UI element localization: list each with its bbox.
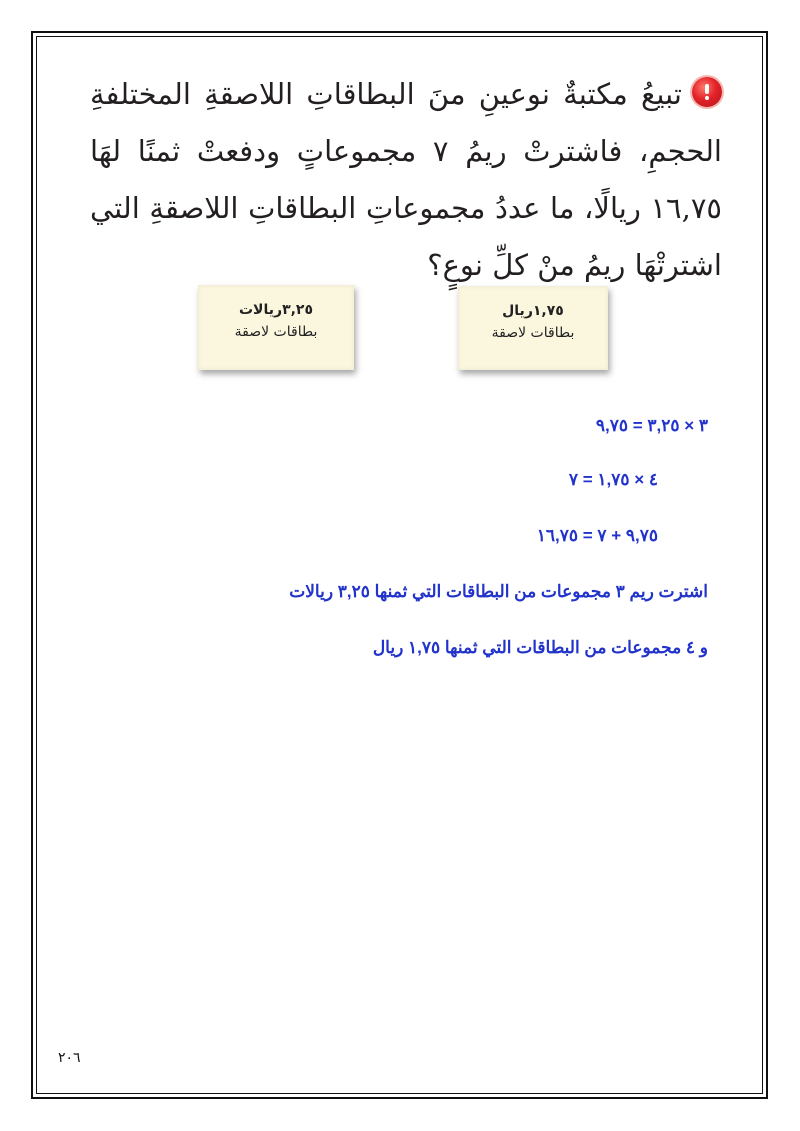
- alert-icon: [692, 77, 722, 107]
- answer-sentence-2: و ٤ مجموعات من البطاقات التي ثمنها ١,٧٥ ريال: [372, 638, 708, 657]
- sticker-card-cheap: [458, 286, 608, 370]
- page-number: ٢٠٦: [58, 1050, 81, 1066]
- sticker-card-expensive: [198, 285, 354, 370]
- answer-equation-3: ٩,٧٥ + ٧ = ١٦,٧٥: [536, 526, 658, 545]
- question-text: تبيعُ مكتبةٌ نوعينِ منَ البطاقاتِ اللاصقةِ المختلفةِ الحجمِ، فاشترتْ ريمُ ٧ مجموعاتٍ ودفعتْ ثمنًا لهَا ١٦,٧٥ ريالًا، ما عددُ مجموعاتِ البطاقاتِ اللاصقةِ التي اشترتْهَا ريمُ منْ كلِّ نوعٍ؟: [90, 77, 722, 282]
- answer-equation-2: ٤ × ١,٧٥ = ٧: [568, 470, 658, 489]
- question-block: [90, 66, 722, 294]
- card-price: ٣,٢٥ريالات: [238, 302, 314, 318]
- card-label: بطاقات لاصقة: [491, 325, 575, 341]
- card-label: بطاقات لاصقة: [234, 324, 318, 340]
- answer-equation-1: ٣ × ٣,٢٥ = ٩,٧٥: [595, 416, 708, 435]
- card-price: ١,٧٥ريال: [502, 303, 564, 319]
- answer-sentence-1: اشترت ريم ٣ مجموعات من البطاقات التي ثمنها ٣,٢٥ ريالات: [289, 582, 708, 601]
